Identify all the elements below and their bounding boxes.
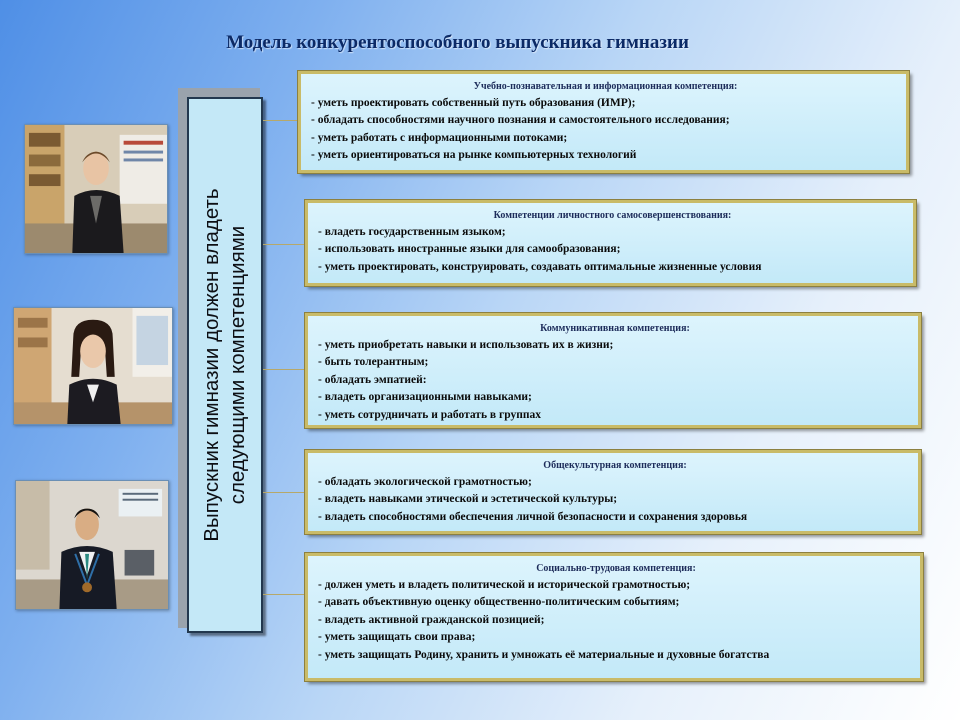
- page-title: Модель конкурентоспособного выпускника гимназии: [226, 32, 689, 53]
- student-photo-2: [13, 307, 173, 425]
- connector-4: [263, 492, 305, 493]
- competency-item: - уметь проектировать собственный путь образования (ИМР);: [311, 97, 636, 109]
- competency-title: Компетенции личностного самосовершенствования:: [493, 210, 732, 221]
- competency-item: - уметь сотрудничать и работать в группах: [318, 408, 541, 421]
- competency-item: - давать объективную оценку общественно-политическим событиям;: [318, 596, 680, 609]
- competency-item: - владеть государственным языком;: [318, 226, 506, 238]
- competency-item: - владеть навыками этической и эстетической культуры;: [318, 493, 618, 506]
- side-panel: [187, 97, 263, 633]
- competency-item: - быть толерантным;: [318, 356, 429, 369]
- competency-title: Социально-трудовая компетенция:: [536, 563, 696, 574]
- competency-box-cognitive: [298, 71, 909, 173]
- connector-2: [263, 244, 305, 245]
- competency-box-cultural: [305, 450, 921, 534]
- competency-item: - использовать иностранные языки для самообразования;: [318, 243, 621, 256]
- side-panel-line-1: Выпускник гимназии должен владеть: [200, 188, 223, 542]
- connector-5: [263, 594, 305, 595]
- competency-box-self-improvement: [305, 200, 916, 286]
- connector-3: [263, 369, 305, 370]
- side-panel-text: [199, 105, 251, 625]
- competency-item: - обладать экологической грамотностью;: [318, 476, 532, 488]
- competency-item: - владеть способностями обеспечения личной безопасности и сохранения здоровья: [318, 510, 748, 523]
- competency-title: Учебно-познавательная и информационная компетенция:: [473, 81, 738, 92]
- competency-item: - уметь защищать Родину, хранить и умножать её материальные и духовные богатства: [318, 648, 770, 661]
- student-photo-1: [24, 124, 168, 254]
- competency-item: - обладать эмпатией:: [318, 373, 427, 386]
- competency-item: - уметь работать с информационными потоками;: [311, 131, 568, 144]
- competency-box-communicative: [305, 313, 921, 428]
- competency-item: - владеть организационными навыками;: [318, 391, 532, 404]
- competency-item: - уметь защищать свои права;: [318, 631, 476, 644]
- competency-box-social-labor: [305, 553, 923, 681]
- competency-item: - уметь ориентироваться на рынке компьютерных технологий: [311, 149, 637, 162]
- competency-title: Общекультурная компетенция:: [543, 460, 687, 471]
- side-panel-line-2: следующими компетенциями: [226, 225, 249, 505]
- competency-item: - обладать способностями научного познания и самостоятельного исследования;: [311, 114, 730, 127]
- student-photo-3: [15, 480, 169, 610]
- competency-title: Коммуникативная компетенция:: [540, 323, 690, 334]
- competency-item: - уметь проектировать, конструировать, создавать оптимальные жизненные условия: [318, 260, 762, 273]
- competency-item: - должен уметь и владеть политической и исторической грамотностью;: [318, 579, 691, 591]
- competency-item: - владеть активной гражданской позицией;: [318, 613, 545, 626]
- connector-1: [263, 120, 299, 121]
- competency-item: - уметь приобретать навыки и использовать их в жизни;: [318, 339, 614, 351]
